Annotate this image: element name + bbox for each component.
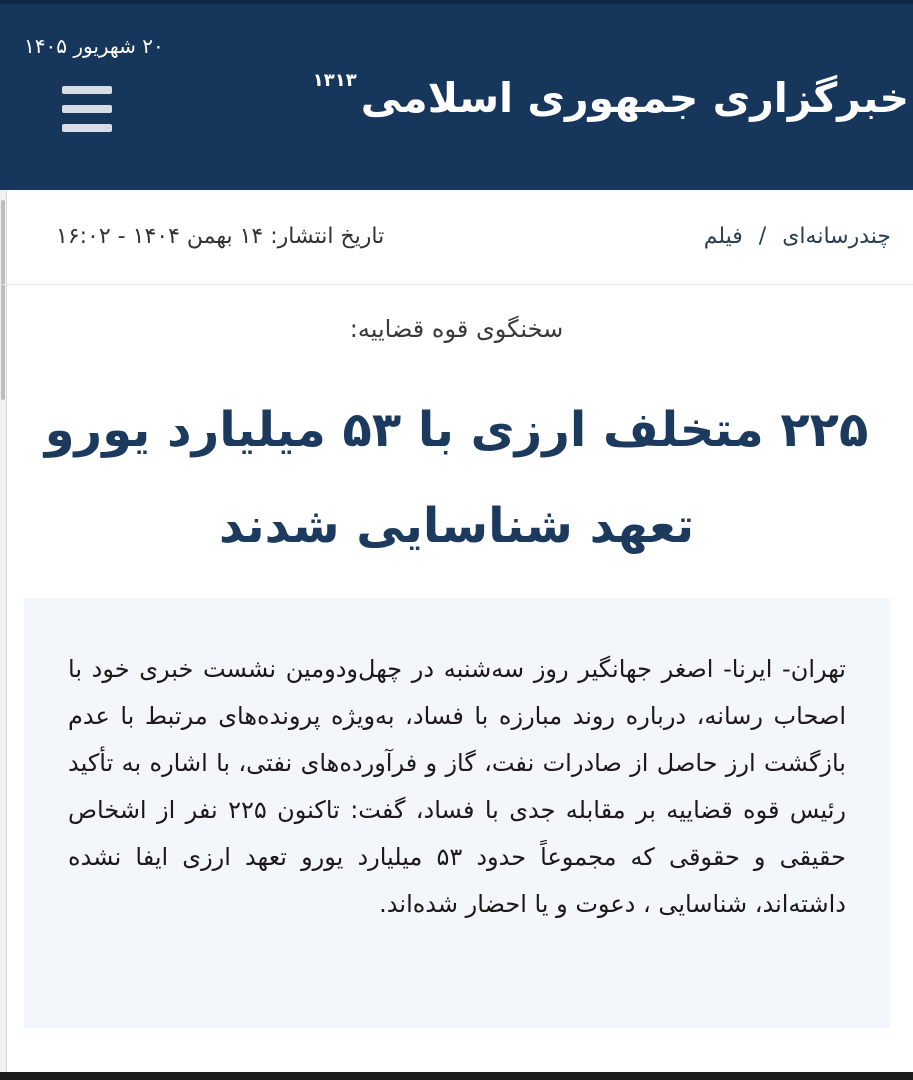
menu-bar <box>62 105 112 113</box>
article-meta <box>0 190 913 285</box>
breadcrumb-multimedia[interactable]: چندرسانه‌ای <box>782 224 891 249</box>
breadcrumb <box>704 224 891 249</box>
breadcrumb-film[interactable]: فیلم <box>703 224 743 249</box>
site-header <box>0 0 913 190</box>
article-lead-box <box>24 598 890 1028</box>
site-logo[interactable] <box>312 70 909 122</box>
logo-name: خبرگزاری جمهوری اسلامی <box>360 74 909 122</box>
breadcrumb-separator: / <box>758 224 767 249</box>
article-headline: ۲۲۵ متخلف ارزی با ۵۳ میلیارد یورو تعهد شناسایی شدند <box>44 402 869 554</box>
bottom-frame <box>0 1072 913 1080</box>
article-lead: تهران- ایرنا- اصغر جهانگیر روز سه‌شنبه در چهل‌ودومین نشست خبری خود با اصحاب رسانه، درباره روند مبارزه با فساد، به‌ویژه پرونده‌های مرتبط با عدم بازگشت ارز حاصل از صادرات نفت، گاز و فرآورده‌های نفتی، با اشاره به تأکید رئیس قوه قضاییه بر مقابله جدی با فساد، گفت: تاکنون ۲۲۵ نفر از اشخاص حقیقی و حقوقی که مجموعاً حدود ۵۳ میلیارد یورو تعهد ارزی ایفا نشده داشته‌اند، شناسایی ، دعوت و یا احضار شده‌اند. <box>68 655 846 918</box>
header-date: ۲۰ شهریور ۱۴۰۵ <box>24 34 164 58</box>
publish-date: تاریخ انتشار: ۱۴ بهمن ۱۴۰۴ - ۱۶:۰۲ <box>56 224 385 249</box>
hamburger-menu-icon[interactable] <box>62 86 112 132</box>
menu-bar <box>62 124 112 132</box>
logo-year: ۱۳۱۳ <box>312 70 357 91</box>
menu-bar <box>62 86 112 94</box>
article-kicker: سخنگوی قوه قضاییه: <box>349 315 564 343</box>
